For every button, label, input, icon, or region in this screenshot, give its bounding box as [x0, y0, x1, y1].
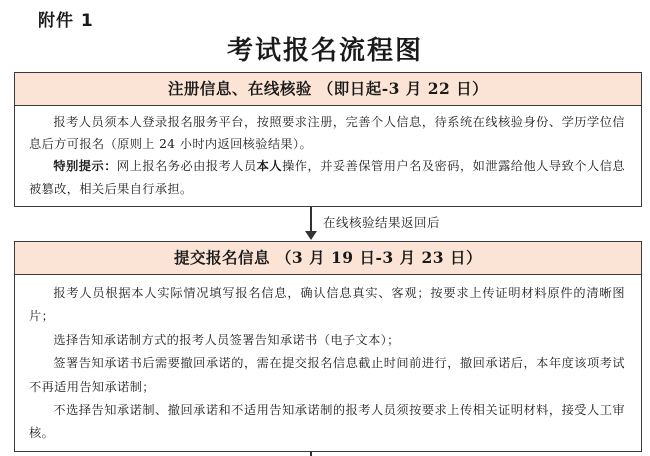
- step-registration-box: [14, 72, 642, 207]
- submission-paragraph-1: 报考人员根据本人实际情况填写报名信息，确认信息真实、客观；按要求上传证明材料原件的清晰图片；: [29, 286, 625, 324]
- flow-arrow-icon: [305, 231, 317, 240]
- special-notice-text-after: 操作，并妥善保管用户名及密码，如泄露给他人导致个人信息被篡改，相关后果自行承担。: [29, 159, 625, 196]
- special-notice-label: 特别提示：: [53, 159, 117, 174]
- submission-paragraph-2: 选择告知承诺制方式的报考人员签署告知承诺书（电子文本）；: [53, 332, 400, 347]
- step-submission-box: [14, 241, 642, 452]
- special-notice-emphasis: 本人: [256, 159, 283, 174]
- submission-paragraph-3: 签署告知承诺书后需要撤回承诺的，需在提交报名信息截止时间前进行，撤回承诺后，本年度该项考试不再适用告知承诺制；: [29, 356, 625, 394]
- step-registration-body: [15, 106, 641, 200]
- flow-connector-continuation: [310, 452, 312, 456]
- attachment-label: 附件 1: [38, 11, 94, 31]
- special-notice: [29, 155, 625, 199]
- step-registration-heading: 注册信息、在线核验 （即日起-3 月 22 日）: [15, 73, 641, 106]
- flow-connector-label: 在线核验结果返回后: [323, 215, 441, 230]
- flow-connector-line: [310, 207, 312, 233]
- special-notice-text-before: 网上报名务必由报考人员: [116, 159, 257, 174]
- submission-paragraph-4: 不选择告知承诺制、撤回承诺和不适用告知承诺制的报考人员须按要求上传相关证明材料，接受人工审核。: [29, 403, 625, 441]
- page-title: 考试报名流程图: [226, 36, 423, 66]
- registration-instructions: 报考人员须本人登录报名服务平台，按照要求注册，完善个人信息，待系统在线核验身份、学历学位信息后方可报名（原则上 24 小时内返回核验结果）。: [29, 115, 625, 152]
- step-submission-body: [15, 275, 641, 446]
- step-submission-heading: 提交报名信息 （3 月 19 日-3 月 23 日）: [15, 242, 641, 275]
